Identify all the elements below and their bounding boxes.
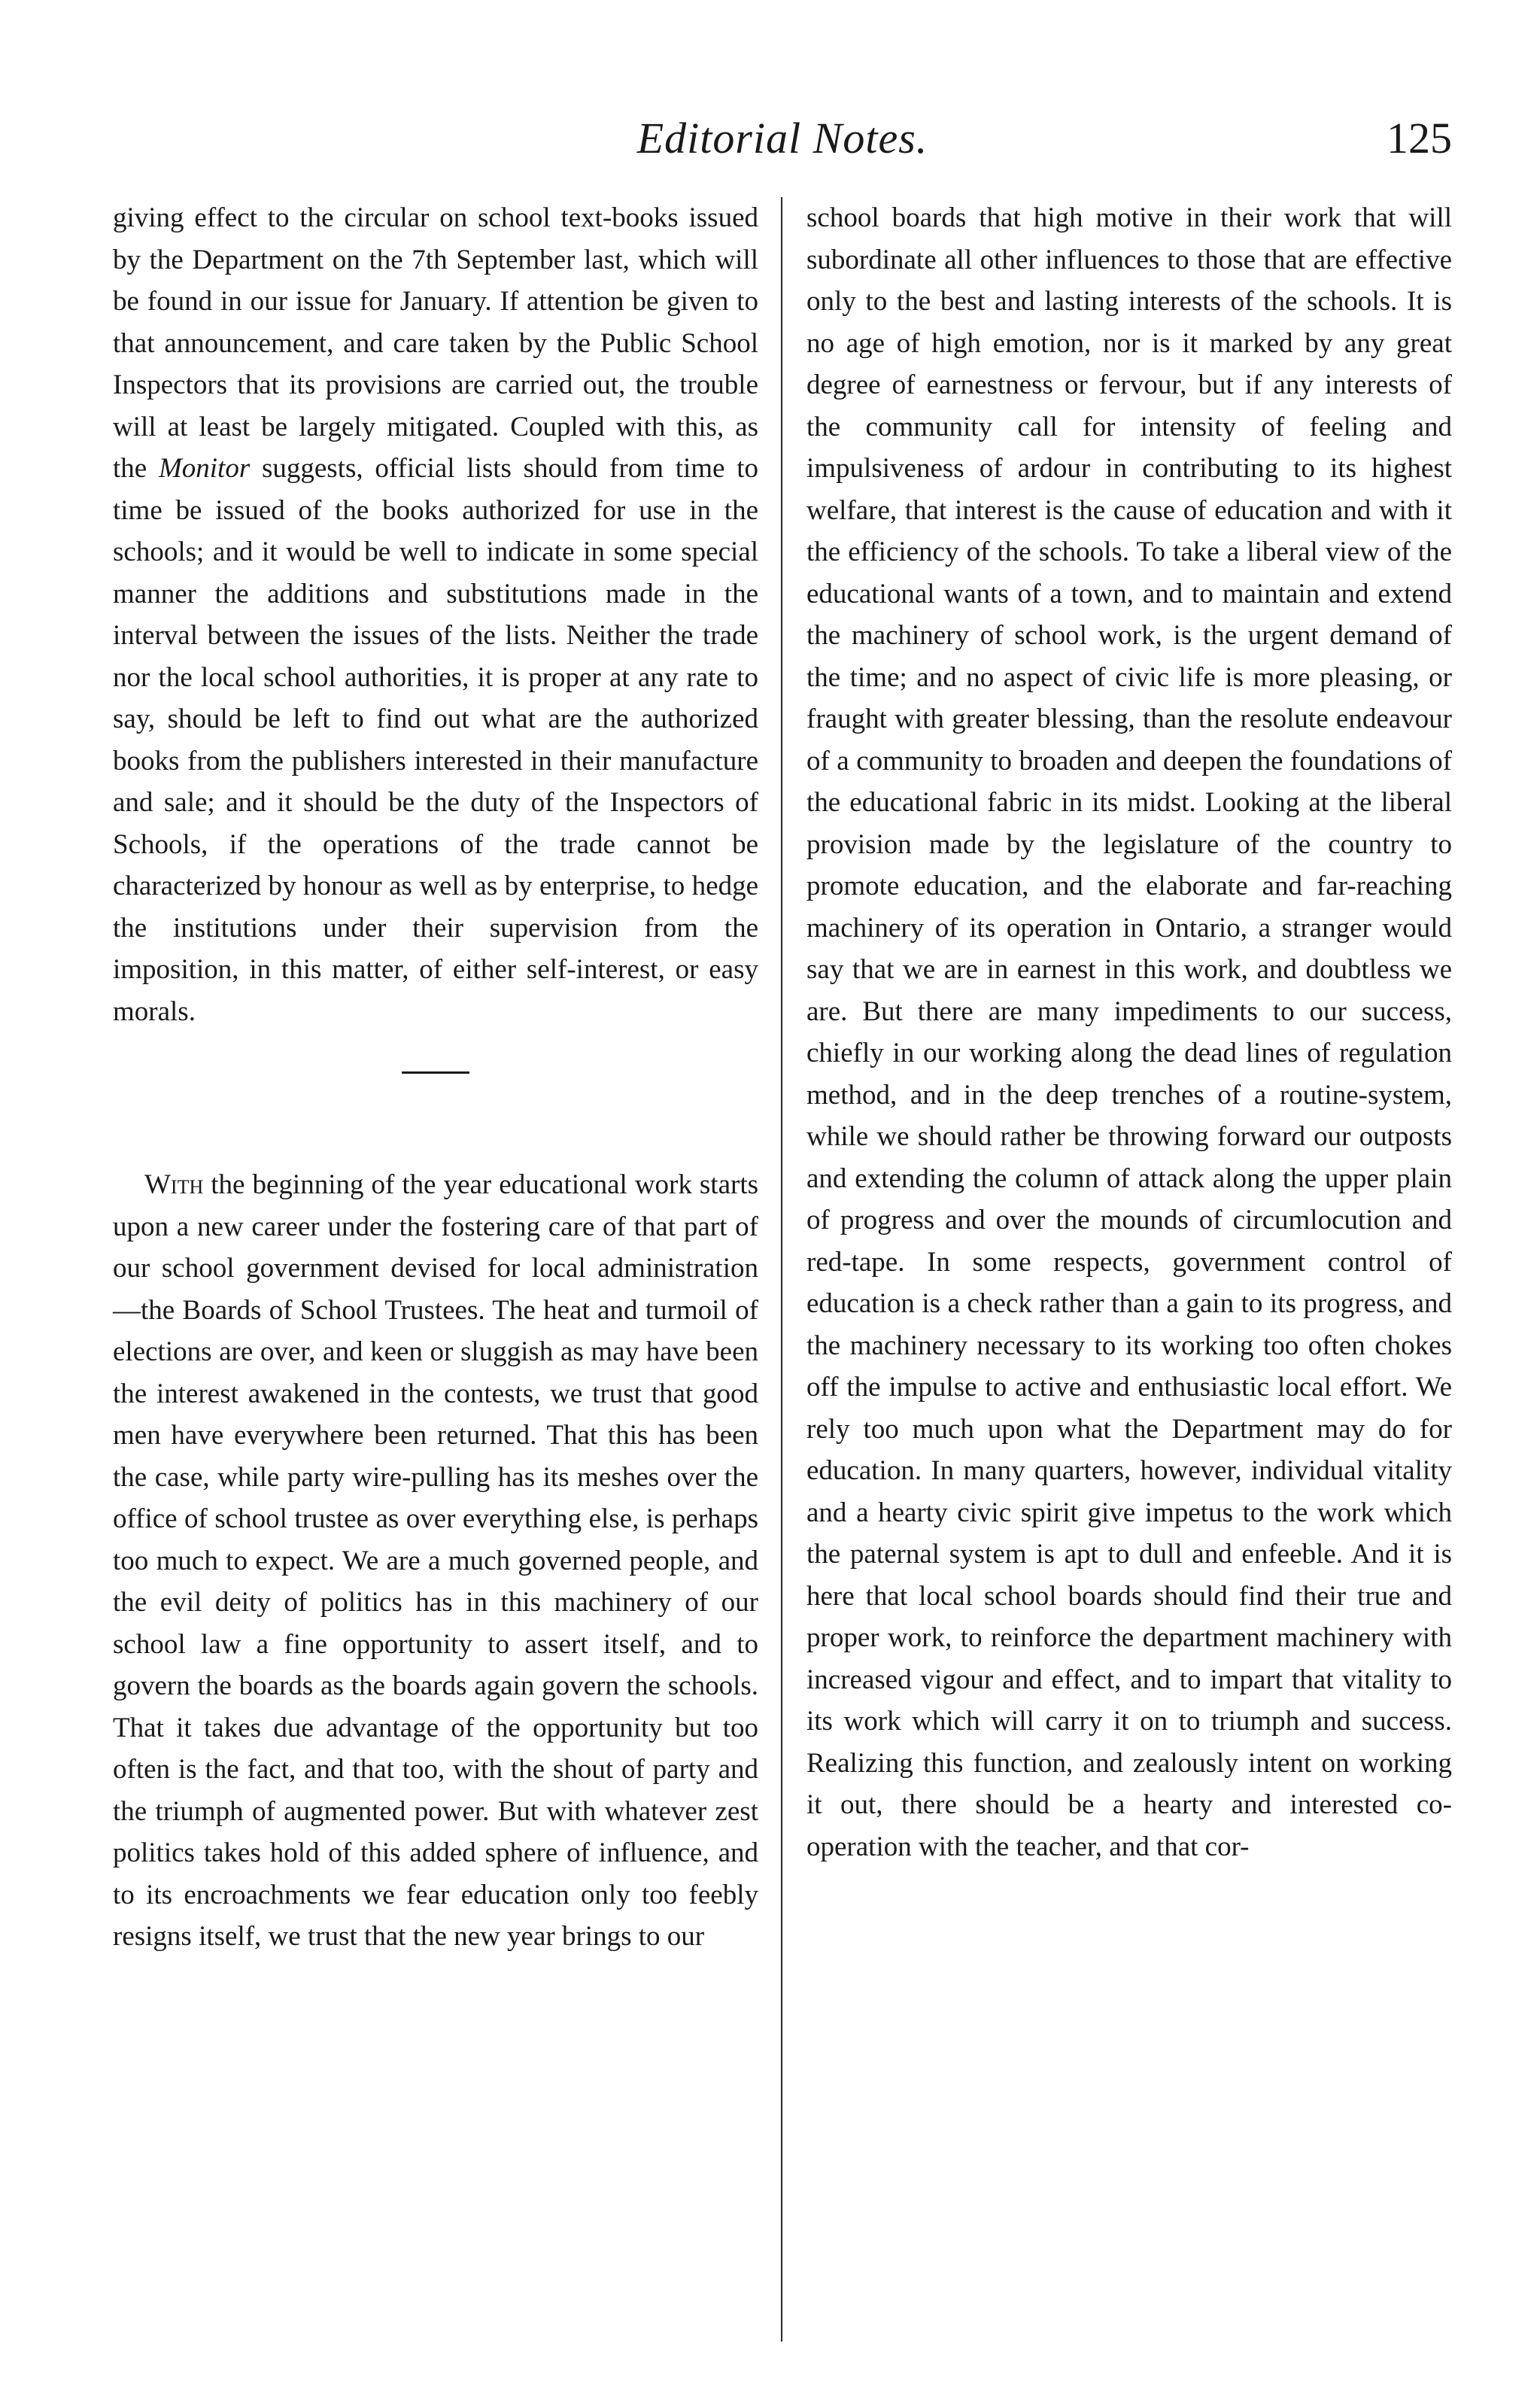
left-column xyxy=(113,197,758,1958)
left-paragraph-2-text: the beginning of the year educational work starts upon a new career under the fostering care of that part of our school government devised for local administration —the Boards of School Trustees. The heat and turmoil of elections are over, and keen or sluggish as may have been the interest awakened in the contests, we trust that good men have everywhere been returned. That this has been the case, while party wire-pulling has its meshes over the office of school trustee as over everything else, is perhaps too much to expect. We are a much governed people, and the evil deity of politics has in this machinery of our school law a fine opportunity to assert itself, and to govern the boards as the boards again govern the schools. That it takes due advantage of the opportunity but too often is the fact, and that too, with the shout of party and the triumph of augmented power. But with whatever zest politics takes hold of this added sphere of influence, and to its encroachments we fear education only too feebly resigns itself, we trust that the new year brings to our xyxy=(113,1169,758,1952)
running-header xyxy=(113,113,1452,173)
section-divider xyxy=(402,1071,469,1074)
left-paragraph-1-text: giving effect to the circular on school text-books issued by the Department on the 7th September last, which will be found in our issue for January. If attention be given to that announcement, and care taken by the Public School Inspectors that its provisions are carried out, the trouble will at least be largely mitigated. Coupled with this, as the xyxy=(113,202,758,484)
left-paragraph-2 xyxy=(113,1164,758,1958)
right-column xyxy=(806,197,1452,1868)
right-paragraph-1: school boards that high motive in their work that will subordinate all other influences to those that are effective only to the best and lasting interests of the schools. It is no age of high emotion, nor is it marked by any great degree of earnestness or fervour, but if any interests of the community call for intensity of feeling and impulsiveness of ardour in contributing to its highest welfare, that interest is the cause of education and with it the efficiency of the schools. To take a liberal view of the educational wants of a town, and to maintain and extend the machinery of school work, is the urgent demand of the time; and no aspect of civic life is more pleasing, or fraught with greater blessing, than the resolute endeavour of a community to broaden and deepen the foundations of the educational fabric in its midst. Looking at the liberal provision made by the legislature of the country to promote education, and the elaborate and far-reaching machinery of its operation in Ontario, a stranger would say that we are in earnest in this work, and doubtless we are. But there are many impediments to our success, chiefly in our working along the dead lines of regulation method, and in the deep trenches of a routine-system, while we should rather be throwing forward our outposts and extending the column of attack along the upper plain of progress and over the mounds of circumlocution and red-tape. In some respects, government control of education is a check rather than a gain to its progress, and the machinery necessary to its working too often chokes off the impulse to active and enthusiastic local effort. We rely too much upon what the Department may do for education. In many quarters, however, individual vitality and a hearty civic spirit give impetus to the work which the paternal system is apt to dull and enfeeble. And it is here that local school boards should find their true and proper work, to reinforce the department machinery with increased vigour and effect, and to impart that vitality to its work which will carry it on to triumph and success. Realizing this function, and zealously intent on working it out, there should be a hearty and interested co-operation with the teacher, and that cor- xyxy=(806,202,1452,1862)
paragraph-lead-word: With xyxy=(144,1169,204,1200)
column-divider xyxy=(781,197,782,2342)
left-paragraph-1-rest: suggests, official lists should from time to time be issued of the books authorized for use in the schools; and it would be well to indicate in some special manner the additions and substitutions made in the interval between the issues of the lists. Neither the trade nor the local school authorities, it is proper at any rate to say, should be left to find out what are the authorized books from the publishers interested in their manufacture and sale; and it should be the duty of the Inspectors of Schools, if the operations of the trade cannot be characterized by honour as well as by enterprise, to hedge the institutions under their supervision from the imposition, in this matter, of either self-interest, or easy morals. xyxy=(113,453,759,1027)
page-number: 125 xyxy=(1387,114,1452,163)
running-title: Editorial Notes. xyxy=(636,114,928,163)
left-paragraph-1 xyxy=(113,197,758,1032)
monitor-title: Monitor xyxy=(158,453,251,484)
